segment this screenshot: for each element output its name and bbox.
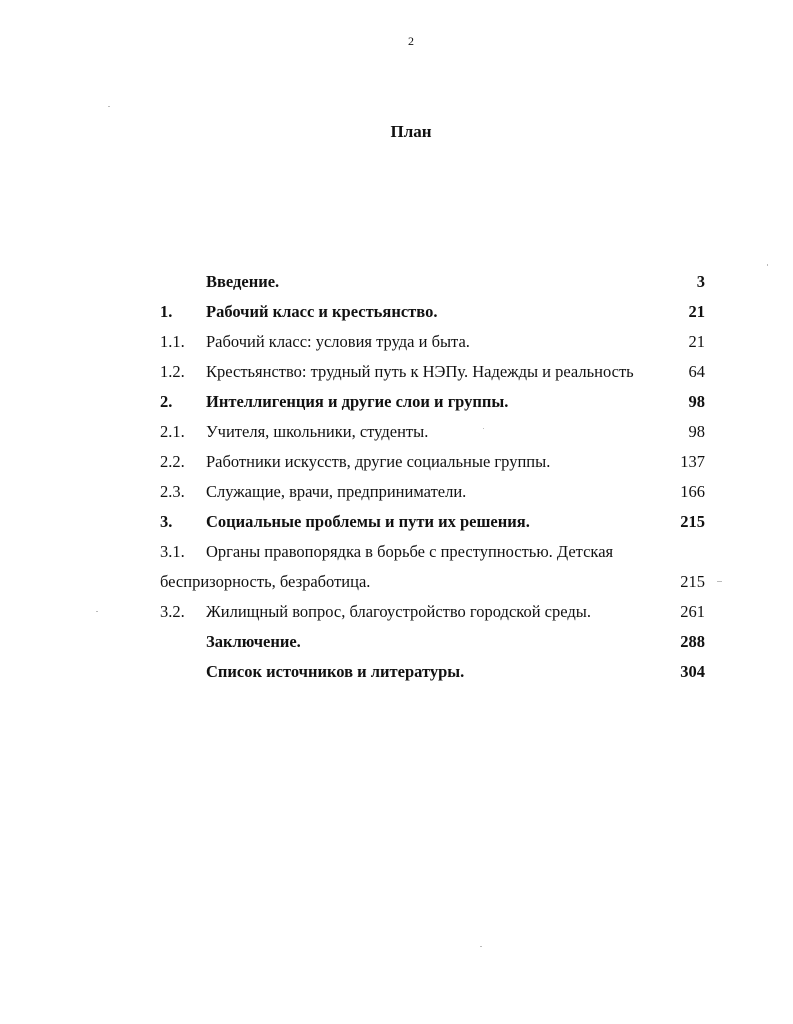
- toc-row-3-1: [0, 540, 793, 564]
- toc-row-title: Социальные проблемы и пути их решения.: [206, 512, 530, 531]
- toc-row-2: [0, 390, 793, 414]
- toc-row-title: Работники искусств, другие социальные группы.: [206, 452, 551, 471]
- toc-row-3-1-continuation: [0, 570, 793, 594]
- scan-speck: [717, 581, 722, 582]
- toc-row-number: 3.1.: [160, 542, 185, 561]
- toc-row-page: 21: [688, 332, 705, 351]
- toc-row-page: 3: [696, 272, 705, 291]
- toc-row-2-1: [0, 420, 793, 444]
- toc-row-number: 2.2.: [160, 452, 185, 471]
- toc-row-title: беспризорность, безработица.: [160, 572, 371, 591]
- toc-row-3: [0, 510, 793, 534]
- scan-speck: [96, 611, 98, 612]
- toc-row-page: 261: [680, 602, 705, 621]
- toc-row-title: Жилищный вопрос, благоустройство городской среды.: [206, 602, 591, 621]
- toc-row-2-2: [0, 450, 793, 474]
- toc-row-page: 64: [688, 362, 705, 381]
- toc-row-page: 98: [688, 422, 705, 441]
- toc-row-number: 2.3.: [160, 482, 185, 501]
- toc-row-title: Органы правопорядка в борьбе с преступностью. Детская: [206, 542, 614, 561]
- toc-row-page: 288: [680, 632, 705, 651]
- toc-row-page: 137: [680, 452, 705, 471]
- scan-speck: [483, 428, 484, 429]
- toc-row-sources: [0, 660, 793, 684]
- toc-row-number: 1.: [160, 302, 173, 321]
- toc-row-conclusion: [0, 630, 793, 654]
- toc-row-title: Список источников и литературы.: [206, 662, 465, 681]
- toc-row-page: 304: [680, 662, 705, 681]
- toc-row-title: Рабочий класс: условия труда и быта.: [206, 332, 470, 351]
- page-number: 2: [408, 34, 414, 48]
- toc-row-title: Крестьянство: трудный путь к НЭПу. Надежды и реальность: [206, 362, 634, 381]
- scan-speck: [480, 946, 482, 947]
- page-title: План: [390, 122, 432, 141]
- toc-row-number: 3.2.: [160, 602, 185, 621]
- toc-row-number: 1.1.: [160, 332, 185, 351]
- toc-row-page: 215: [680, 512, 705, 531]
- toc-row-1-1: [0, 330, 793, 354]
- toc-row-page: 98: [688, 392, 705, 411]
- toc-row-page: 21: [688, 302, 705, 321]
- toc-row-number: 3.: [160, 512, 173, 531]
- toc-row-title: Введение.: [206, 272, 280, 291]
- toc-row-number: 2.: [160, 392, 173, 411]
- toc-row-title: Учителя, школьники, студенты.: [206, 422, 429, 441]
- toc-row-2-3: [0, 480, 793, 504]
- scan-speck: [108, 106, 110, 107]
- toc-row-number: 2.1.: [160, 422, 185, 441]
- toc-row-1-2: [0, 360, 793, 384]
- toc-row-page: 166: [680, 482, 705, 501]
- toc-row-number: 1.2.: [160, 362, 185, 381]
- scan-speck: [767, 264, 768, 266]
- toc-row-title: Рабочий класс и крестьянство.: [206, 302, 438, 321]
- toc-row-1: [0, 300, 793, 324]
- toc-row-3-2: [0, 600, 793, 624]
- toc-row-title: Интеллигенция и другие слои и группы.: [206, 392, 509, 411]
- toc-row-page: 215: [680, 572, 705, 591]
- toc-row-title: Заключение.: [206, 632, 301, 651]
- toc-row-introduction: [0, 270, 793, 294]
- toc-row-title: Служащие, врачи, предприниматели.: [206, 482, 467, 501]
